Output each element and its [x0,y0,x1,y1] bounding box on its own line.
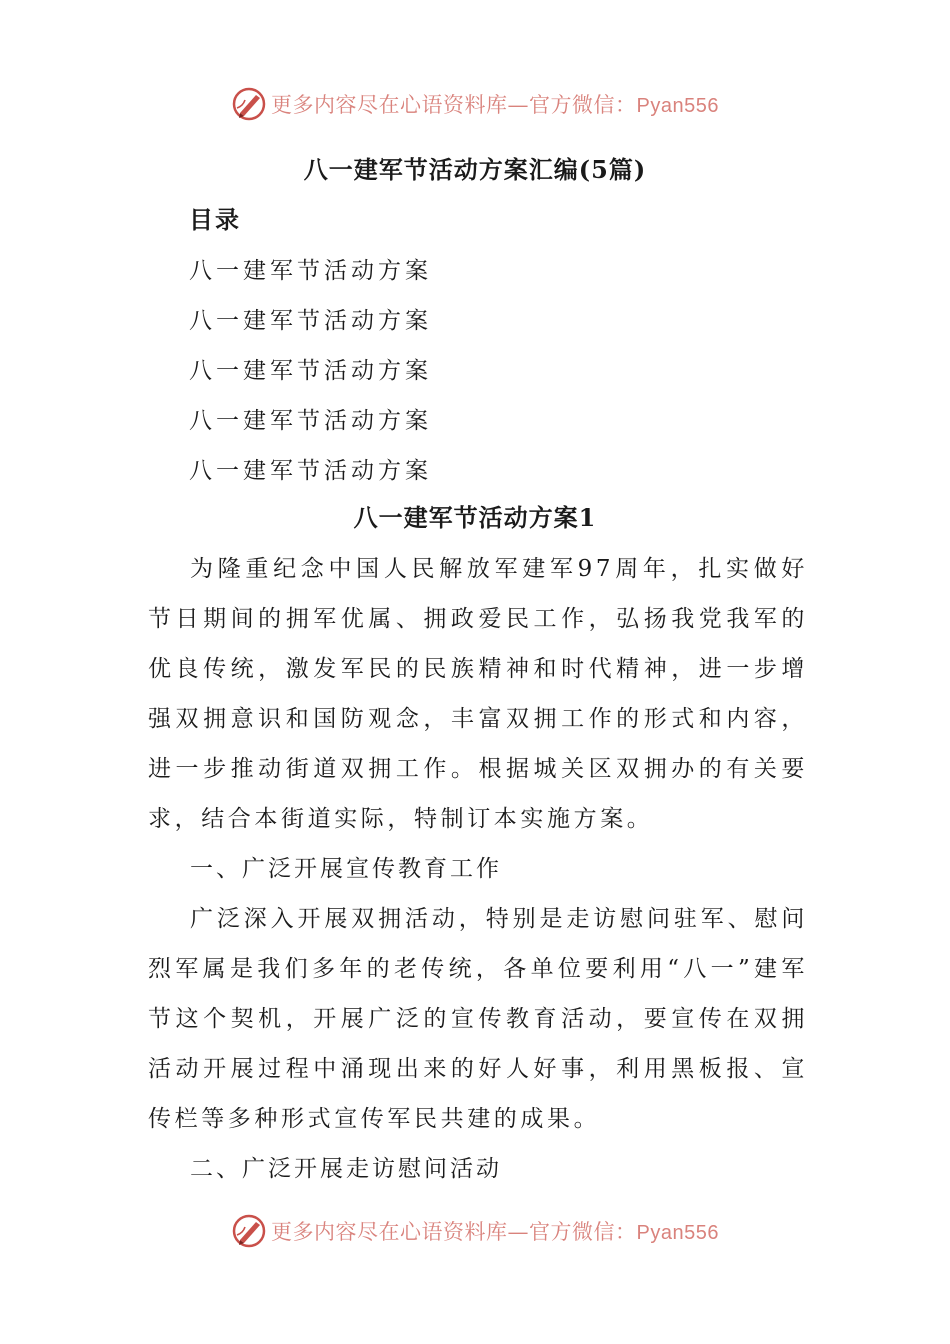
document-title: 八一建军节活动方案汇编(5篇) [303,155,647,184]
toc-item[interactable]: 八一建军节活动方案 [189,458,432,484]
watermark-text: 更多内容尽在心语资料库—官方微信：Pyan556 [271,1220,719,1244]
toc-item[interactable]: 八一建军节活动方案 [189,408,432,434]
footer-watermark [0,1211,950,1251]
subsection-heading: 二、广泛开展走访慰问活动 [190,1156,502,1182]
toc-item[interactable]: 八一建军节活动方案 [189,308,432,334]
pen-logo-icon [231,86,267,122]
document-body [148,544,808,1194]
toc-list [189,246,432,496]
watermark-text: 更多内容尽在心语资料库—官方微信：Pyan556 [271,93,719,117]
body-paragraph: 广泛深入开展双拥活动，特别是走访慰问驻军、慰问烈军属是我们多年的老传统，各单位要利用“八一”建军节这个契机，开展广泛的宣传教育活动，要宣传在双拥活动开展过程中涌现出来的好人好事，利用黑板报、宣传栏等多种形式宣传军民共建的成果。 [148,906,808,1132]
toc-item[interactable]: 八一建军节活动方案 [189,258,432,284]
subsection-heading: 一、广泛开展宣传教育工作 [190,856,502,882]
toc-heading: 目录 [189,205,241,234]
header-watermark [0,84,950,124]
toc-item[interactable]: 八一建军节活动方案 [189,358,432,384]
section-title: 八一建军节活动方案1 [353,503,597,532]
pen-logo-icon [231,1213,267,1249]
body-paragraph: 为隆重纪念中国人民解放军建军97周年，扎实做好节日期间的拥军优属、拥政爱民工作，弘扬我党我军的优良传统，激发军民的民族精神和时代精神，进一步增强双拥意识和国防观念，丰富双拥工作的形式和内容，进一步推动街道双拥工作。根据城关区双拥办的有关要求，结合本街道实际，特制订本实施方案。 [148,556,808,832]
